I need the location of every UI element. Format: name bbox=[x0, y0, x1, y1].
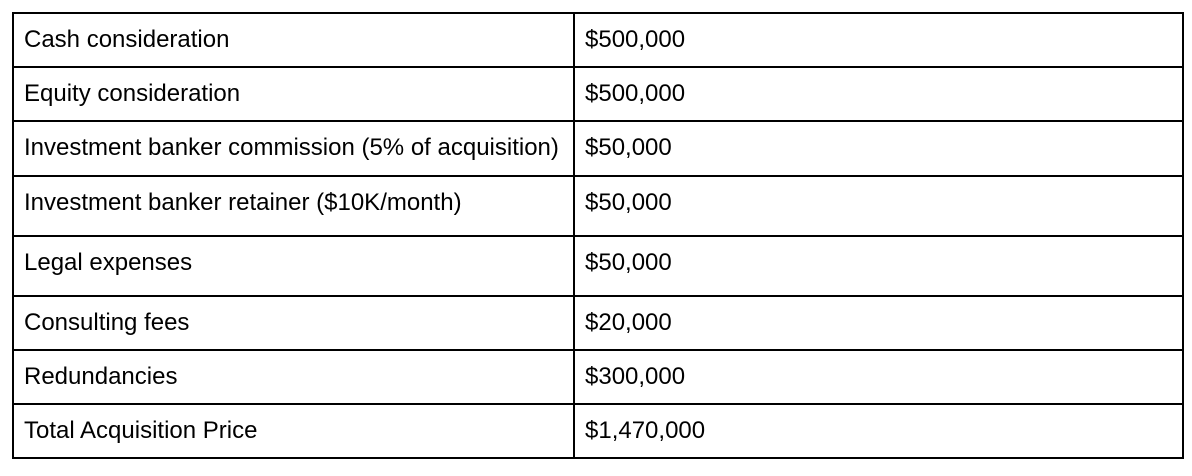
table-row bbox=[13, 296, 1183, 350]
row-label-consulting-fees: Consulting fees bbox=[13, 296, 574, 350]
table-row bbox=[13, 176, 1183, 236]
row-value-legal-expenses: $50,000 bbox=[574, 236, 1183, 296]
row-label-equity-consideration: Equity consideration bbox=[13, 67, 574, 121]
row-value-cash-consideration: $500,000 bbox=[574, 13, 1183, 67]
acquisition-cost-table bbox=[12, 12, 1184, 459]
row-value-total-acquisition-price: $1,470,000 bbox=[574, 404, 1183, 458]
row-label-cash-consideration: Cash consideration bbox=[13, 13, 574, 67]
table-row bbox=[13, 67, 1183, 121]
table-row bbox=[13, 350, 1183, 404]
table-row bbox=[13, 236, 1183, 296]
row-label-banker-commission: Investment banker commission (5% of acquisition) bbox=[13, 121, 574, 176]
row-label-legal-expenses: Legal expenses bbox=[13, 236, 574, 296]
row-value-banker-commission: $50,000 bbox=[574, 121, 1183, 176]
row-value-banker-retainer: $50,000 bbox=[574, 176, 1183, 236]
row-value-redundancies: $300,000 bbox=[574, 350, 1183, 404]
row-label-banker-retainer: Investment banker retainer ($10K/month) bbox=[13, 176, 574, 236]
row-label-total-acquisition-price: Total Acquisition Price bbox=[13, 404, 574, 458]
row-value-equity-consideration: $500,000 bbox=[574, 67, 1183, 121]
table-row bbox=[13, 13, 1183, 67]
row-value-consulting-fees: $20,000 bbox=[574, 296, 1183, 350]
table-row bbox=[13, 121, 1183, 176]
table-row bbox=[13, 404, 1183, 458]
row-label-redundancies: Redundancies bbox=[13, 350, 574, 404]
